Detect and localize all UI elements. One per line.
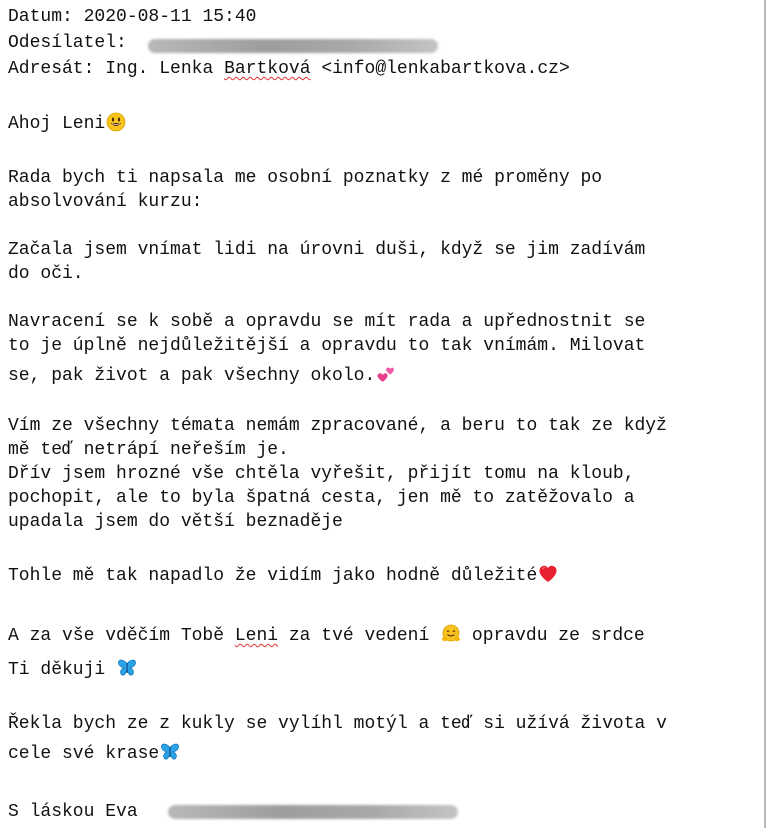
butterfly-icon [117,658,137,678]
paragraph-6-line-2 [8,658,137,682]
sender-label: Odesílatel: [8,33,127,53]
date-label: Datum: [8,7,73,27]
paragraph-7-line-1: Řekla bych ze z kukly se vylíhl motýl a teď si užívá života v [8,714,667,734]
paragraph-3-line-2: to je úplně nejdůležitější a opravdu to tak vnímám. Milovat [8,336,646,356]
signoff-line [8,800,138,824]
paragraph-1-line-1: Rada bych ti napsala me osobní poznatky z mé proměny po [8,168,603,188]
hugging-face-icon [441,624,461,644]
paragraph-5-line-1 [8,564,558,588]
paragraph-2-line-2: do oči. [8,264,84,284]
surname-redaction [168,805,458,819]
butterfly-icon [160,742,180,762]
two-hearts-icon [376,364,396,384]
paragraph-7-line-2 [8,742,180,766]
paragraph-2-line-1: Začala jsem vnímat lidi na úrovni duši, když se jim zadívám [8,240,646,260]
paragraph-6-line-1 [8,624,645,648]
sender-redaction [148,39,438,53]
recipient-surname: Bartková [224,59,311,79]
paragraph-6-line-2-text: Ti děkuji [8,660,117,680]
paragraph-6-text-c: opravdu ze srdce [461,626,645,646]
red-heart-icon [538,564,558,584]
recipient-prefix: Ing. Lenka [105,59,214,79]
paragraph-4-line-4: pochopit, ale to byla špatná cesta, jen mě to zatěžovalo a [8,488,635,508]
signoff-text: S láskou Eva [8,802,138,822]
paragraph-3-line-1: Navracení se k sobě a opravdu se mít rada a upřednostnit se [8,312,646,332]
date-row [8,5,256,29]
paragraph-4-line-3: Dřív jsem hrozné vše chtěla vyřešit, přijít tomu na kloub, [8,464,635,484]
recipient-email[interactable]: <info@lenkabartkova.cz> [321,59,570,79]
paragraph-1-line-2: absolvování kurzu: [8,192,203,212]
smiley-face-icon [106,112,126,132]
paragraph-6-name: Leni [234,626,279,646]
recipient-row [8,57,570,81]
sender-row [8,31,127,55]
paragraph-4-line-1: Vím ze všechny témata nemám zpracované, a beru to tak ze když [8,416,667,436]
paragraph-7-line-2-text: cele své krase [8,744,160,764]
greeting-text: Ahoj Leni [8,114,106,134]
paragraph-3-line-3 [8,364,396,388]
paragraph-3-line-3-text: se, pak život a pak všechny okolo. [8,366,376,386]
paragraph-6-text-b: za tvé vedení [278,626,441,646]
date-value: 2020-08-11 15:40 [83,7,257,27]
greeting-line [8,112,126,136]
paragraph-6-text-a: A za vše vděčím Tobě [8,626,235,646]
paragraph-4-line-2: mě teď netrápí neřeším je. [8,440,289,460]
paragraph-5-text: Tohle mě tak napadlo že vidím jako hodně důležité [8,566,538,586]
recipient-label: Adresát: [8,59,95,79]
paragraph-4-line-5: upadala jsem do větší beznaděje [8,512,343,532]
